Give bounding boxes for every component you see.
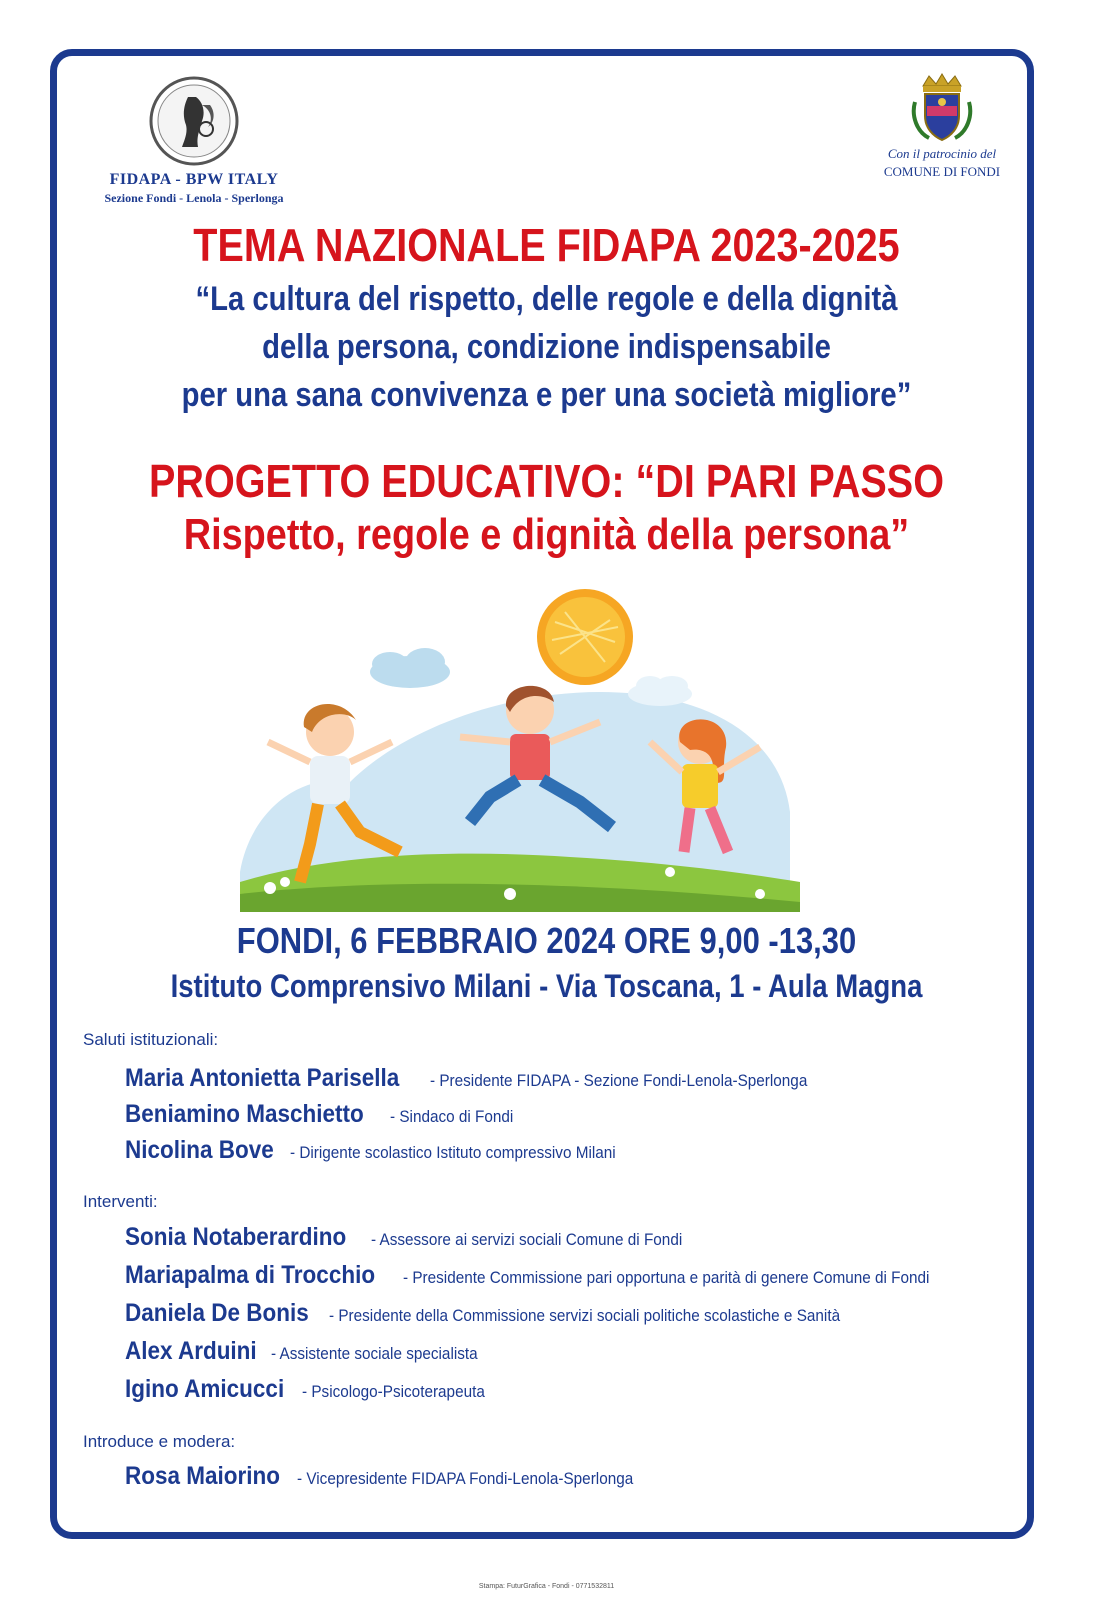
speaker-row xyxy=(125,1261,988,1290)
speaker-row xyxy=(125,1136,652,1165)
speaker-row xyxy=(125,1337,501,1366)
cloud-icon xyxy=(628,676,692,706)
comune-coat-of-arms-icon xyxy=(909,72,975,144)
speaker-row xyxy=(125,1100,527,1129)
speaker-role: - Presidente Commissione pari opportuna e parità di genere Comune di Fondi xyxy=(402,1268,930,1287)
speaker-role: - Vicepresidente FIDAPA Fondi-Lenola-Sperlonga xyxy=(297,1469,634,1488)
speaker-role: - Dirigente scolastico Istituto compressivo Milani xyxy=(290,1143,617,1162)
talks-label: Interventi: xyxy=(83,1192,158,1211)
theme-title: TEMA NAZIONALE FIDAPA 2023-2025 xyxy=(193,219,900,271)
speaker-name: Maria Antonietta Parisella xyxy=(125,1064,400,1092)
fidapa-logo-block xyxy=(88,75,300,206)
patronage-comune: COMUNE DI FONDI xyxy=(883,164,1001,179)
project-title: PROGETTO EDUCATIVO: “DI PARI PASSO xyxy=(149,455,944,507)
speaker-role: - Psicologo-Psicoterapeuta xyxy=(301,1382,485,1401)
speaker-name: Beniamino Maschietto xyxy=(125,1100,364,1128)
patronage-text: Con il patrocinio del xyxy=(887,146,997,161)
speaker-row xyxy=(125,1375,505,1404)
event-venue: Istituto Comprensivo Milani - Via Toscana, 1 - Aula Magna xyxy=(170,968,923,1004)
print-credit: Stampa: FuturGrafica - Fondi - 0771532811 xyxy=(478,1583,615,1590)
speaker-name: Nicolina Bove xyxy=(125,1136,274,1164)
speaker-row xyxy=(125,1299,897,1328)
org-section: Sezione Fondi - Lenola - Sperlonga xyxy=(104,191,284,205)
speaker-row xyxy=(125,1064,849,1093)
speaker-name: Rosa Maiorino xyxy=(125,1462,281,1490)
speaker-row xyxy=(125,1223,717,1252)
speaker-role: - Presidente della Commissione servizi sociali politiche scolastiche e Sanità xyxy=(329,1306,841,1325)
speaker-role: - Sindaco di Fondi xyxy=(390,1107,514,1126)
speaker-name: Sonia Notaberardino xyxy=(125,1223,347,1251)
greetings-label: Saluti istituzionali: xyxy=(83,1030,219,1049)
comune-logo-block xyxy=(862,72,1022,180)
speaker-name: Alex Arduini xyxy=(125,1337,257,1365)
children-jumping-illustration xyxy=(240,582,800,912)
fidapa-emblem-icon xyxy=(148,75,240,167)
theme-quote-line-2: della persona, condizione indispensabile xyxy=(262,328,831,366)
event-date-time: FONDI, 6 FEBBRAIO 2024 ORE 9,00 -13,30 xyxy=(236,920,857,961)
theme-quote-line-1: “La cultura del rispetto, delle regole e della dignità xyxy=(195,280,898,318)
speaker-role: - Assistente sociale specialista xyxy=(271,1344,478,1363)
speaker-role: - Presidente FIDAPA - Sezione Fondi-Lenola-Sperlonga xyxy=(429,1071,808,1090)
sun-icon xyxy=(537,589,633,685)
theme-quote-line-3: per una sana convivenza e per una società migliore” xyxy=(181,376,912,414)
speaker-name: Igino Amicucci xyxy=(125,1375,285,1403)
project-subtitle: Rispetto, regole e dignità della persona” xyxy=(183,510,910,559)
moderator-label: Introduce e modera: xyxy=(83,1432,236,1451)
cloud-icon xyxy=(370,648,450,688)
org-name: FIDAPA - BPW ITALY xyxy=(109,171,279,188)
speaker-role: - Assessore ai servizi sociali Comune di Fondi xyxy=(370,1230,683,1249)
speaker-name: Daniela De Bonis xyxy=(125,1299,309,1327)
speaker-name: Mariapalma di Trocchio xyxy=(125,1261,376,1289)
speaker-row xyxy=(125,1462,671,1491)
